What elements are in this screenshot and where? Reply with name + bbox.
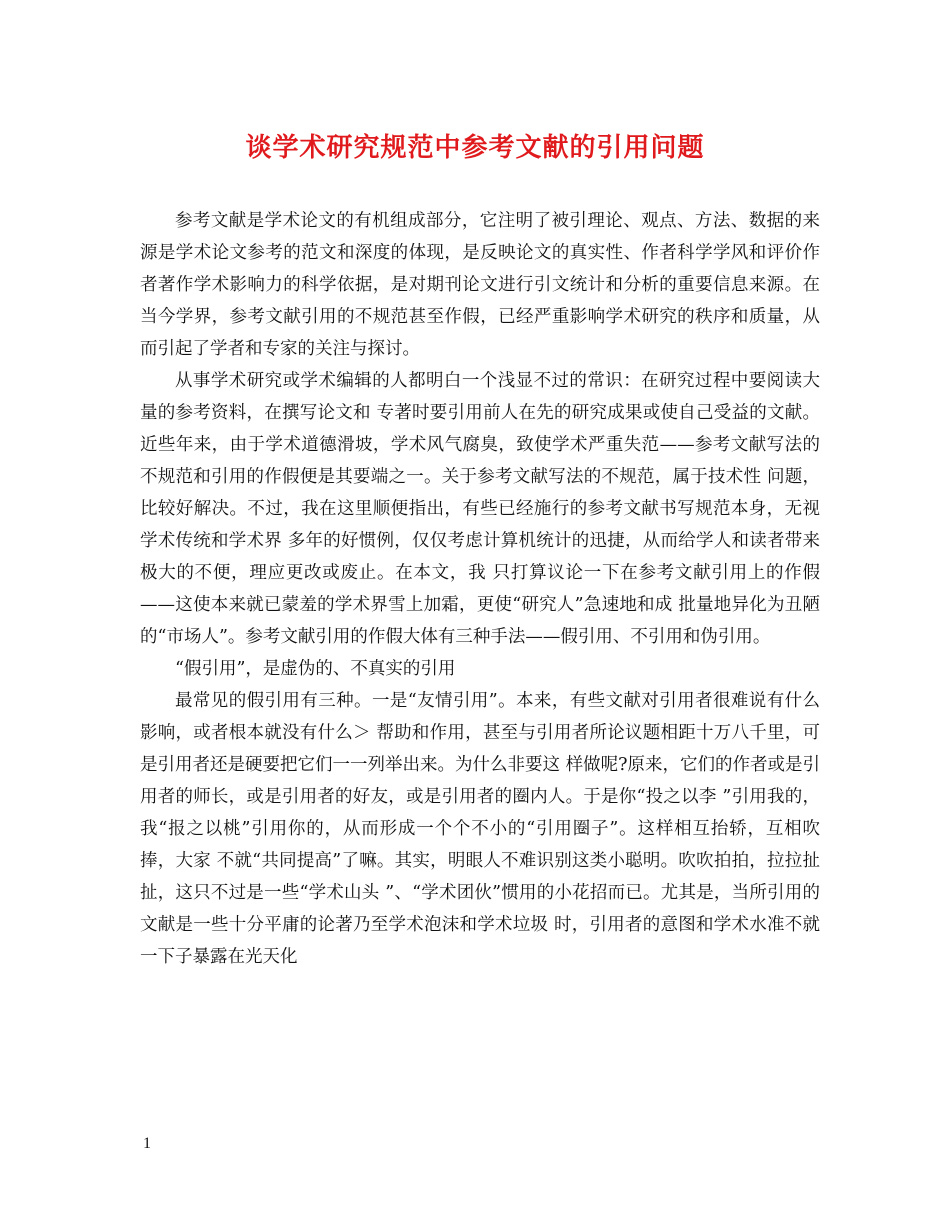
paragraph-heading: “假引用”，是虚伪的、不真实的引用 xyxy=(175,659,456,679)
document-title: 谈学术研究规范中参考文献的引用问题 xyxy=(245,133,705,163)
page-number: 1 xyxy=(143,1135,151,1152)
paragraph: 最常见的假引用有三种。一是“友情引用”。本来，有些文献对引用者很难说有什么影响，或者根本就没有什么＞ 帮助和作用，甚至与引用者所论议题相距十万八千里，可是引用者还是硬要把它们一一列举出来。为什么非要这 样做呢?原来，它们的作者或是引用者的师长，或是引用者的好友，或是引用者的圈内人。于是你“投之以李 ”引用我的，我“报之以桃”引用你的，从而形成一个个不小的“引用圈子”。这样相互抬轿，互相吹捧，大家 不就“共同提高”了嘛。其实，明眼人不难识别这类小聪明。吹吹拍拍，拉拉扯扯，这只不过是一些“学术山头 ”、“学术团伙”惯用的小花招而已。尤其是，当所引用的文献是一些十分平庸的论著乃至学术泡沫和学术垃圾 时，引用者的意图和学术水准不就一下子暴露在光天化 xyxy=(140,691,820,967)
paragraph: 参考文献是学术论文的有机组成部分，它注明了被引理论、观点、方法、数据的来源是学术论文参考的范文和深度的体现，是反映论文的真实性、作者科学学风和评价作者著作学术影响力的科学依据，是对期刊论文进行引文统计和分析的重要信息来源。在当今学界，参考文献引用的不规范甚至作假，已经严重影响学术研究的秩序和质量，从而引起了学者和专家的关注与探讨。 xyxy=(140,211,820,359)
paragraph: 从事学术研究或学术编辑的人都明白一个浅显不过的常识：在研究过程中要阅读大量的参考资料，在撰写论文和 专著时要引用前人在先的研究成果或使自己受益的文献。近些年来，由于学术道德滑坡，学术风气腐臭，致使学术严重失范——参考文献写法的不规范和引用的作假便是其要端之一。关于参考文献写法的不规范，属于技术性 问题，比较好解决。不过，我在这里顺便指出，有些已经施行的参考文献书写规范本身，无视学术传统和学术界 多年的好惯例，仅仅考虑计算机统计的迅捷，从而给学人和读者带来极大的不便，理应更改或废止。在本文，我 只打算议论一下在参考文献引用上的作假——这使本来就已蒙羞的学术界雪上加霜，更使“研究人”急速地和成 批量地异化为丑陋的“市场人”。参考文献引用的作假大体有三种手法——假引用、不引用和伪引用。 xyxy=(140,371,820,647)
document-body xyxy=(140,205,820,973)
